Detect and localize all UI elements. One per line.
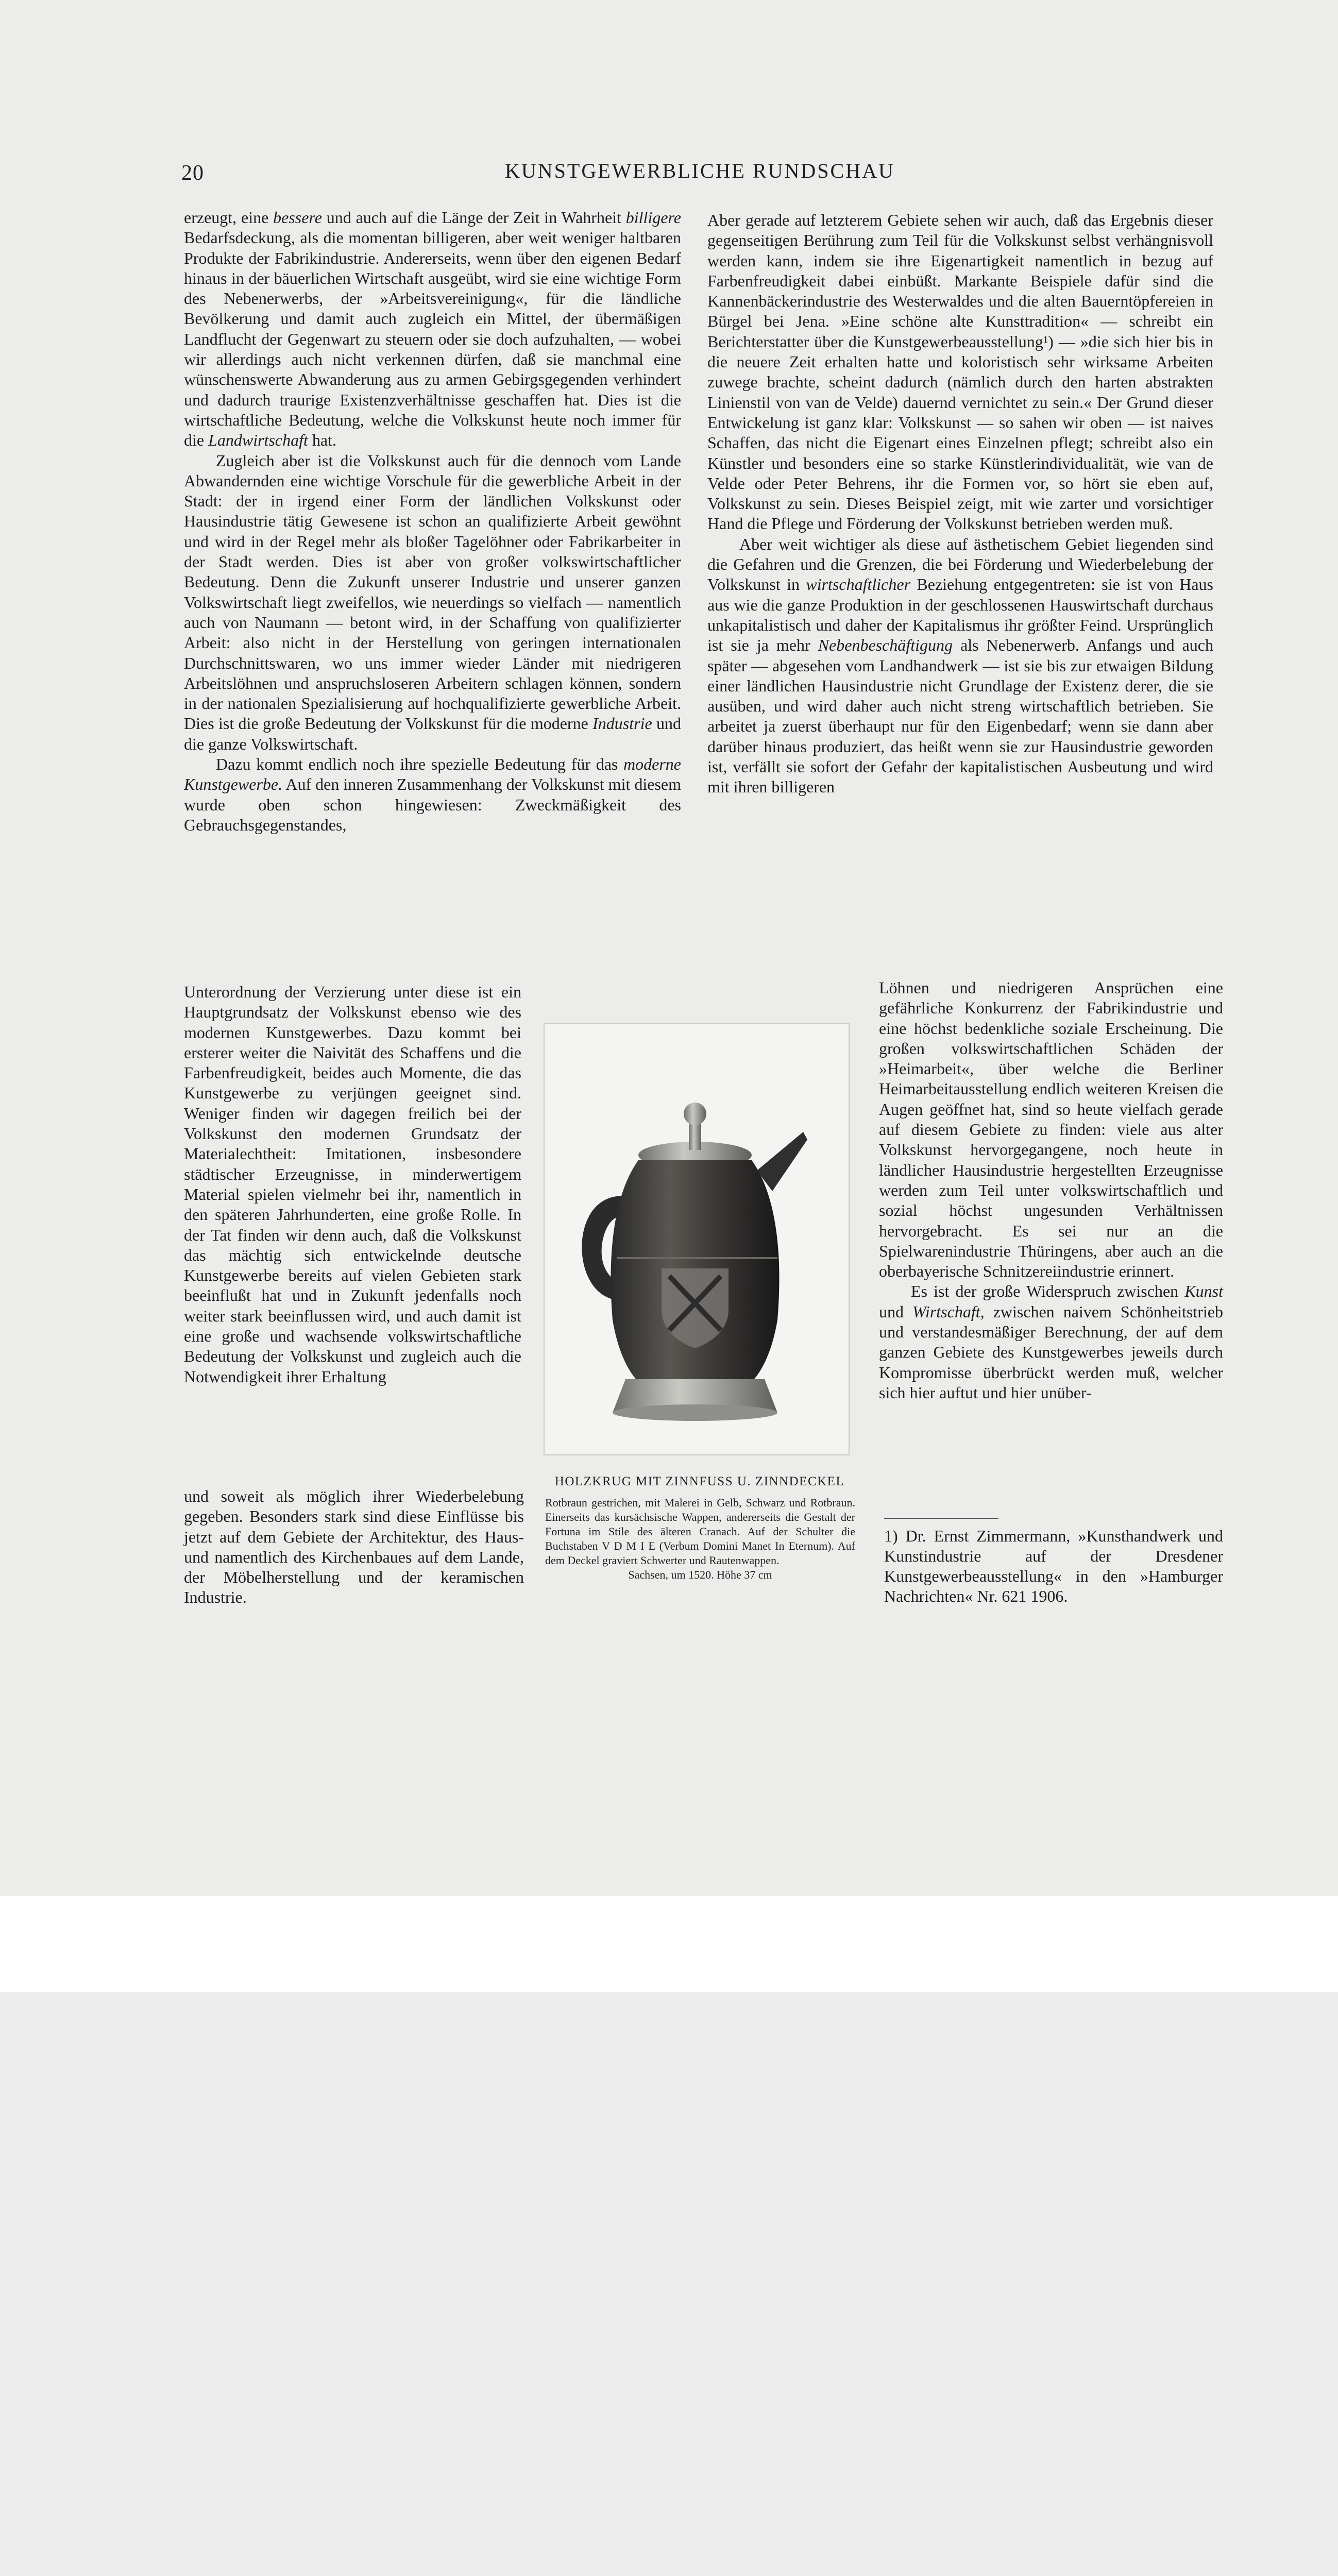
figure-caption: Rotbraun gestrichen, mit Malerei in Gelb, Schwarz und Rotbraun. Einerseits das kursächsische Wappen, andererseits die Gestalt der Fortuna im Stile des älteren Cranach. Auf der Schulter die Buchstaben V D M I E (Verbum Domini Manet In Eternum). Auf dem Deckel graviert Schwerter und Rautenwappen. Sachsen, um 1520. Höhe 37 cm xyxy=(545,1496,855,1581)
jug-illustration xyxy=(561,1042,832,1425)
paragraph: Dazu kommt endlich noch ihre spezielle Bedeutung für das moderne Kunstgewerbe. Auf den inneren Zusammenhang der Volkskunst mit diesem wurde oben schon hingewiesen: Zweckmäßigkeit des Gebrauchsgegenstandes, xyxy=(184,755,681,834)
figure-title: HOLZKRUG MIT ZINNFUSS U. ZINNDECKEL xyxy=(554,1475,845,1488)
page-number: 20 xyxy=(181,161,204,185)
column-left-bottom xyxy=(184,1486,524,1608)
paragraph: Zugleich aber ist die Volkskunst auch für die dennoch vom Lande Abwandernden eine wichtige Vorschule für die gewerbliche Arbeit in der Stadt: der in irgend einer Form der ländlichen Volkskunst oder Hausindustrie tätig Gewesene ist schon an qualifizierte Arbeit gewöhnt und wird in der Regel mehr als bloßer Tagelöhner oder Fabrikarbeiter in der Stadt werden. Dies ist aber von großer volkswirtschaftlicher Bedeutung. Denn die Zukunft unserer Industrie und unserer ganzen Volkswirtschaft liegt zweifellos, wie neuerdings so vielfach — namentlich auch von Naumann — betont wird, in der Schaffung von qualifizierter Arbeit: also nicht in der Herstellung von geringen internationalen Durchschnittswaren, wo uns immer wieder Länder mit niedrigeren Arbeitslöhnen und anspruchsloseren Arbeitern schlagen können, sondern in der nationalen Spezialisierung auf hochqualifizierte gewerbliche Arbeit. Dies ist die große Bedeutung der Volkskunst für die moderne Industrie und die ganze Volkswirtschaft. xyxy=(184,451,682,753)
footnote-rule xyxy=(884,1518,998,1519)
paragraph: Löhnen und niedrigeren Ansprüchen eine gefährliche Konkurrenz der Fabrikindustrie und eine höchst bedenkliche soziale Erscheinung. Die großen volkswirtschaftlichen Schäden der »Heimarbeit«, über welche die Berliner Heimarbeitausstellung endlich weiteren Kreisen die Augen geöffnet hat, sind so heute vielfach gerade auf diesem Gebiete zu finden: viele aus alter Volkskunst hervorgegangene, noch heute in ländlicher Hausindustrie hergestellten Erzeugnisse werden zum Teil unter volkswirtschaftlich und sozial höchst ungesunden Verhältnissen hervorgebracht. Es sei nur an die Spielwarenindustrie Thüringens, aber auch an die oberbayerische Schnitzereiindustrie erinnert. xyxy=(879,978,1223,1281)
paragraph: Unterordnung der Verzierung unter diese ist ein Hauptgrundsatz der Volkskunst ebenso wie des modernen Kunstgewerbes. Dazu kommt bei ersterer weiter die Naivität des Schaffens und die Farbenfreudigkeit, beides auch Momente, die das Kunstgewerbe zu verjüngen geeignet sind. Weniger finden wir dagegen freilich bei der Volkskunst den modernen Grundsatz der Materialechtheit: Imitationen, insbesondere städtischer Erzeugnisse, in minderwertigem Material spielen vielmehr bei ihr, namentlich in den späteren Jahrhunderten, eine große Rolle. In der Tat finden wir denn auch, daß die Volkskunst das mächtig sich entwickelnde deutsche Kunstgewerbe bereits auf vielen Gebieten stark beeinflußt hat und in Zukunft jedenfalls noch weiter stark beeinflussen wird, und auch damit ist eine große und wachsende volkswirtschaftliche Bedeutung der Volkskunst und zugleich auch die Notwendigkeit ihrer Erhaltung xyxy=(184,982,521,1386)
column-left-top xyxy=(184,208,681,835)
paragraph: Aber gerade auf letzterem Gebiete sehen wir auch, daß das Ergebnis dieser gegenseitigen Berührung zum Teil für die Volkskunst selbst verhängnisvoll werden kann, indem sie ihre Eigenartigkeit namentlich in bezug auf Farbenfreudigkeit dabei einbüßt. Markante Beispiele dafür sind die Kannenbäckerindustrie des Westerwaldes und die alten Bauerntöpfereien in Bürgel bei Jena. »Eine schöne alte Kunsttradition« — schreibt ein Berichterstatter über die Kunstgewerbeausstellung¹) — »die sich hier bis in die neuere Zeit erhalten hatte und koloristisch sehr wirksame Arbeiten zuwege brachte, scheint dadurch (nämlich durch den harten abstrakten Linienstil von van de Velde) dauernd vernichtet zu sein.« Der Grund dieser Entwickelung ist ganz klar: Volkskunst — so sahen wir oben — ist naives Schaffen, das nicht die Eigenart eines Einzelnen pflegt; schreibt also ein Künstler und besonders eine so starke Künstlerindividualität, wie van de Velde oder Peter Behrens, ihr die Formen vor, so hört sie eben auf, Volkskunst zu sein. Dieses Beispiel zeigt, mit wie zarter und vorsichtiger Hand die Pflege und Förderung der Volkskunst betrieben werden muß. xyxy=(707,211,1213,533)
column-right-beside-figure xyxy=(879,978,1223,1403)
viewer-footer xyxy=(0,1896,1338,1992)
running-title: KUNSTGEWERBLICHE RUNDSCHAU xyxy=(505,159,895,182)
paragraph: Es ist der große Widerspruch zwischen Kunst und Wirtschaft, zwischen naivem Schönheitstrieb und verstandesmäßiger Berechnung, der auf dem ganzen Gebiete des Kunstgewerbes jeweils durch Kompromisse überbrückt werden muß, welcher sich hier auftut und hier unüber- xyxy=(879,1282,1224,1402)
paragraph: Aber weit wichtiger als diese auf ästhetischem Gebiet liegenden sind die Gefahren und die Grenzen, die bei Förderung und Wiederbelebung der Volkskunst in wirtschaftlicher Beziehung entgegentreten: sie ist von Haus aus wie die ganze Produktion in der geschlossenen Hauswirtschaft durchaus unkapitalistisch und daher der Kapitalismus ihr größter Feind. Ursprünglich ist sie ja mehr Nebenbeschäftigung als Nebenerwerb. Anfangs und auch später — abgesehen vom Landhandwerk — ist sie bis zur etwaigen Bildung einer ländlichen Hausindustrie nicht Grundlage der Existenz derer, die sie ausüben, und wird daher auch nicht streng wirtschaftlich betrieben. Sie arbeitet ja zuerst überhaupt nur für den Eigenbedarf; wenn sie dann aber darüber hinaus produziert, das heißt wenn sie zur Hausindustrie geworden ist, verfällt sie sofort der Gefahr der kapitalistischen Ausbeutung und wird mit ihren billigeren xyxy=(707,534,1214,796)
figure-photo xyxy=(544,1023,850,1455)
paragraph: und soweit als möglich ihrer Wiederbelebung gegeben. Besonders stark sind diese Einflüsse bis jetzt auf dem Gebiete der Architektur, des Haus- und namentlich des Kirchenbaues auf dem Lande, der Möbelherstellung und der keramischen Industrie. xyxy=(184,1487,524,1607)
paragraph: erzeugt, eine bessere und auch auf die Länge der Zeit in Wahrheit billigere Bedarfsdeckung, als die momentan billigeren, aber weit weniger haltbaren Produkte der Fabrikindustrie. Andererseits, wenn über den eigenen Bedarf hinaus in der bäuerlichen Wirtschaft ausgeübt, wird sie eine wichtige Form des Nebenerwerbs, der »Arbeitsvereinigung«, für die ländliche Bevölkerung und damit auch zugleich ein Mittel, der übermäßigen Landflucht der Gegenwart zu steuern oder sie doch aufzuhalten, — wobei wir allerdings auch nicht verkennen dürfen, daß sie manchmal eine wünschenswerte Abwanderung aus zu armen Gebirgsgegenden verhindert und dadurch traurige Existenzverhältnisse geschaffen hat. Dies ist die wirtschaftliche Bedeutung, welche die Volkskunst heute noch immer für die Landwirtschaft hat. xyxy=(184,208,681,450)
column-left-beside-figure xyxy=(184,982,521,1387)
column-right-top xyxy=(707,210,1213,798)
footnote: 1) Dr. Ernst Zimmermann, »Kunsthandwerk und Kunstindustrie auf der Dresdener Kunstgewerbeausstellung« in den »Hamburger Nachrichten« Nr. 621 1906. xyxy=(884,1527,1223,1605)
